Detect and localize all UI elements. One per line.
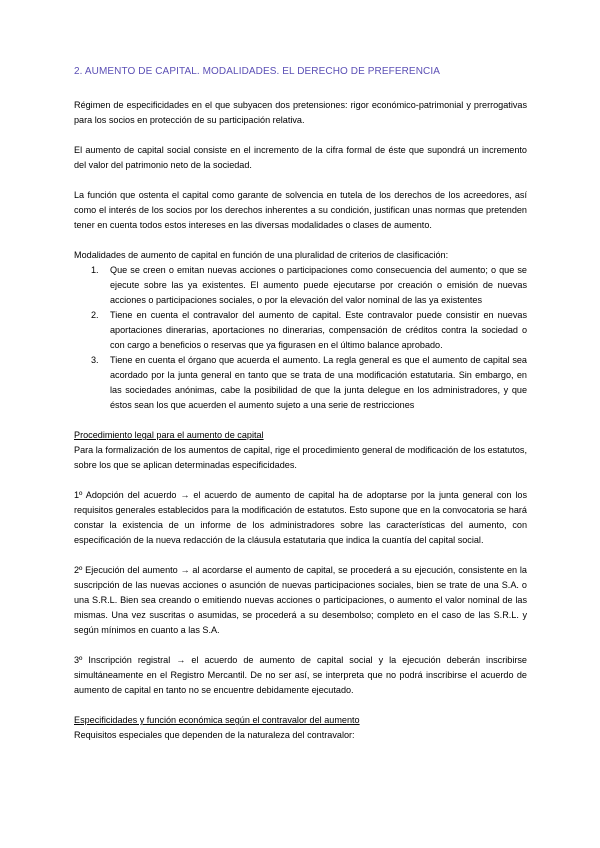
subheading-especificidades: Especificidades y función económica según el contravalor del aumento xyxy=(74,715,360,725)
list-item xyxy=(74,353,527,413)
section-heading: 2. AUMENTO DE CAPITAL. MODALIDADES. EL DERECHO DE PREFERENCIA xyxy=(74,66,440,77)
list-number: 2. xyxy=(91,310,99,320)
paragraph-funcion: La función que ostenta el capital como garante de solvencia en tutela de los derechos de los acreedores, así como el interés de los socios por los derechos inherentes a su condición, justifican unas normas que pretenden tener en cuenta todos estos intereses en las diversas modalidades o clases de aumento. xyxy=(74,190,527,230)
paragraph-ejecucion: 2º Ejecución del aumento → al acordarse el aumento de capital, se procederá a su ejecución, consistente en la suscripción de las nuevas acciones o asunción de nuevas participaciones sociales, bien se trate de una S.A. o una S.R.L. Bien sea creando o emitiendo nuevas acciones o participaciones, o aumento el valor nominal de las mismas. Una vez suscritas o asumidas, se procederá a su desembolso; completo en el caso de las S.R.L. y según mínimos en cuanto a las S.A. xyxy=(74,565,527,635)
modalidades-list xyxy=(74,263,527,413)
list-text: Tiene en cuenta el contravalor del aumento de capital. Este contravalor puede consistir en nuevas aportaciones dinerarias, aportaciones no dinerarias, compensación de créditos contra la sociedad o con cargo a beneficios o reservas que ya figurasen en el último balance aprobado. xyxy=(110,310,527,350)
list-item xyxy=(74,308,527,353)
list-text: Tiene en cuenta el órgano que acuerda el aumento. La regla general es que el aumento de capital sea acordado por la junta general en tanto que se trata de una modificación estatutaria. Sin embargo, en las sociedades anónimas, cabe la posibilidad de que la junta delegue en los administradores, y que éstos sean los que acuerden el aumento sujeto a una serie de restricciones xyxy=(110,355,527,410)
paragraph-definicion: El aumento de capital social consiste en el incremento de la cifra formal de éste que supondrá un incremento del valor del patrimonio neto de la sociedad. xyxy=(74,145,527,170)
paragraph-adopcion: 1º Adopción del acuerdo → el acuerdo de aumento de capital ha de adoptarse por la junta general con los requisitos generales establecidos para la modificación de estatutos. Esto supone que en la convocatoria se hará constar la existencia de un informe de los administradores sobre las características del aumento, con especificación de la nueva redacción de la cláusula estatutaria que indica la cuantía del capital social. xyxy=(74,490,527,545)
list-text: Que se creen o emitan nuevas acciones o participaciones como consecuencia del aumento; o que se ejecute sobre las ya existentes. El aumento puede ejecutarse por creación o emisión de nuevas acciones o participaciones sociales, o por la elevación del valor nominal de las ya existentes xyxy=(110,265,527,305)
paragraph-modalidades: Modalidades de aumento de capital en función de una pluralidad de criterios de clasificación: xyxy=(74,250,449,260)
list-number: 3. xyxy=(91,355,99,365)
document-page xyxy=(74,64,527,743)
subheading-procedimiento: Procedimiento legal para el aumento de capital xyxy=(74,430,264,440)
paragraph-requisitos: Requisitos especiales que dependen de la naturaleza del contravalor: xyxy=(74,730,355,740)
paragraph-procedimiento-intro: Para la formalización de los aumentos de capital, rige el procedimiento general de modificación de los estatutos, sobre los que se aplican determinadas especificidades. xyxy=(74,445,527,470)
list-number: 1. xyxy=(91,265,99,275)
paragraph-regimen: Régimen de especificidades en el que subyacen dos pretensiones: rigor económico-patrimonial y prerrogativas para los socios en protección de su participación relativa. xyxy=(74,100,527,125)
paragraph-inscripcion: 3º Inscripción registral → el acuerdo de aumento de capital social y la ejecución deberán inscribirse simultáneamente en el Registro Mercantil. De no ser así, se interpreta que no podrá inscribirse el acuerdo de aumento de capital en tanto no se encuentre debidamente ejecutado. xyxy=(74,655,527,695)
list-item xyxy=(74,263,527,308)
